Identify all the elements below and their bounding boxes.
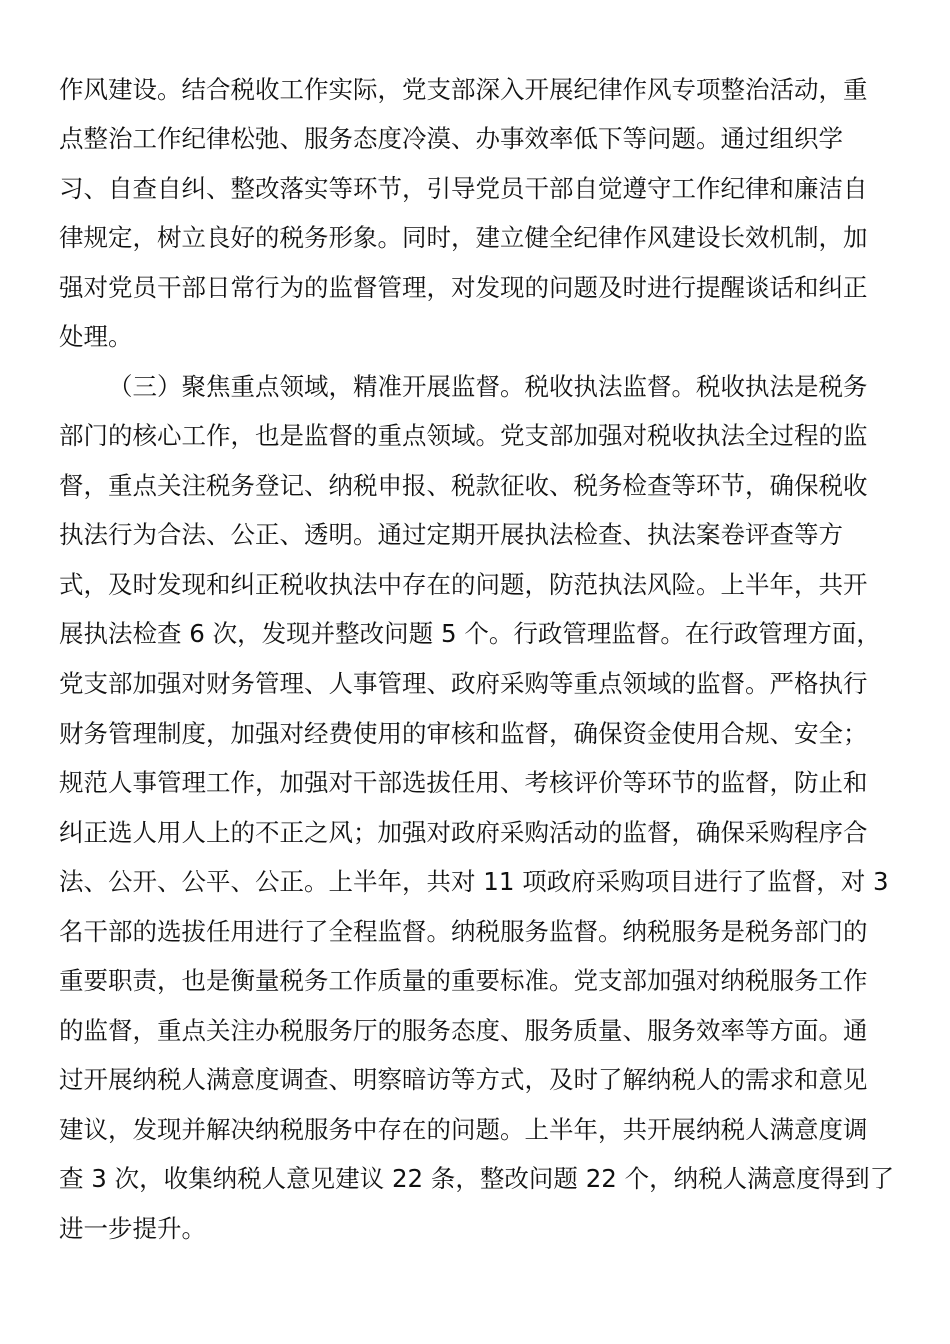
text-line: 重要职责，也是衡量税务工作质量的重要标准。党支部加强对纳税服务工作	[59, 966, 868, 995]
text-line: 作风建设。结合税收工作实际，党支部深入开展纪律作风专项整治活动，重	[59, 75, 868, 104]
text-line: 进一步提升。	[59, 1214, 206, 1243]
text-line: 名干部的选拔任用进行了全程监督。纳税服务监督。纳税服务是税务部门的	[59, 917, 868, 946]
paragraph-heading-line: （三）聚焦重点领域，精准开展监督。税收执法监督。税收执法是税务	[108, 372, 868, 401]
text-line: 点整治工作纪律松弛、服务态度冷漠、办事效率低下等问题。通过组织学	[59, 124, 843, 153]
text-line: 法、公开、公平、公正。上半年，共对 11 项政府采购项目进行了监督，对 3	[59, 867, 889, 896]
text-line: 规范人事管理工作，加强对干部选拔任用、考核评价等环节的监督，防止和	[59, 768, 868, 797]
text-line: 强对党员干部日常行为的监督管理，对发现的问题及时进行提醒谈话和纠正	[59, 273, 868, 302]
text-line: 式，及时发现和纠正税收执法中存在的问题，防范执法风险。上半年，共开	[59, 570, 868, 599]
text-line: 律规定，树立良好的税务形象。同时，建立健全纪律作风建设长效机制，加	[59, 223, 868, 252]
text-line: 处理。	[59, 322, 133, 351]
text-line: 纠正选人用人上的不正之风；加强对政府采购活动的监督，确保采购程序合	[59, 818, 868, 847]
text-line: 展执法检查 6 次，发现并整改问题 5 个。行政管理监督。在行政管理方面，	[59, 619, 881, 648]
text-line: 过开展纳税人满意度调查、明察暗访等方式，及时了解纳税人的需求和意见	[59, 1065, 868, 1094]
text-line: 查 3 次，收集纳税人意见建议 22 条，整改问题 22 个，纳税人满意度得到了	[59, 1164, 895, 1193]
text-line: 督，重点关注税务登记、纳税申报、税款征收、税务检查等环节，确保税收	[59, 471, 868, 500]
text-line: 习、自查自纠、整改落实等环节，引导党员干部自觉遵守工作纪律和廉洁自	[59, 174, 868, 203]
text-line: 财务管理制度，加强对经费使用的审核和监督，确保资金使用合规、安全；	[59, 719, 868, 748]
text-line: 执法行为合法、公正、透明。通过定期开展执法检查、执法案卷评查等方	[59, 520, 843, 549]
text-line: 部门的核心工作，也是监督的重点领域。党支部加强对税收执法全过程的监	[59, 421, 868, 450]
text-line: 党支部加强对财务管理、人事管理、政府采购等重点领域的监督。严格执行	[59, 669, 868, 698]
text-line: 的监督，重点关注办税服务厅的服务态度、服务质量、服务效率等方面。通	[59, 1016, 868, 1045]
text-line: 建议，发现并解决纳税服务中存在的问题。上半年，共开展纳税人满意度调	[59, 1115, 868, 1144]
